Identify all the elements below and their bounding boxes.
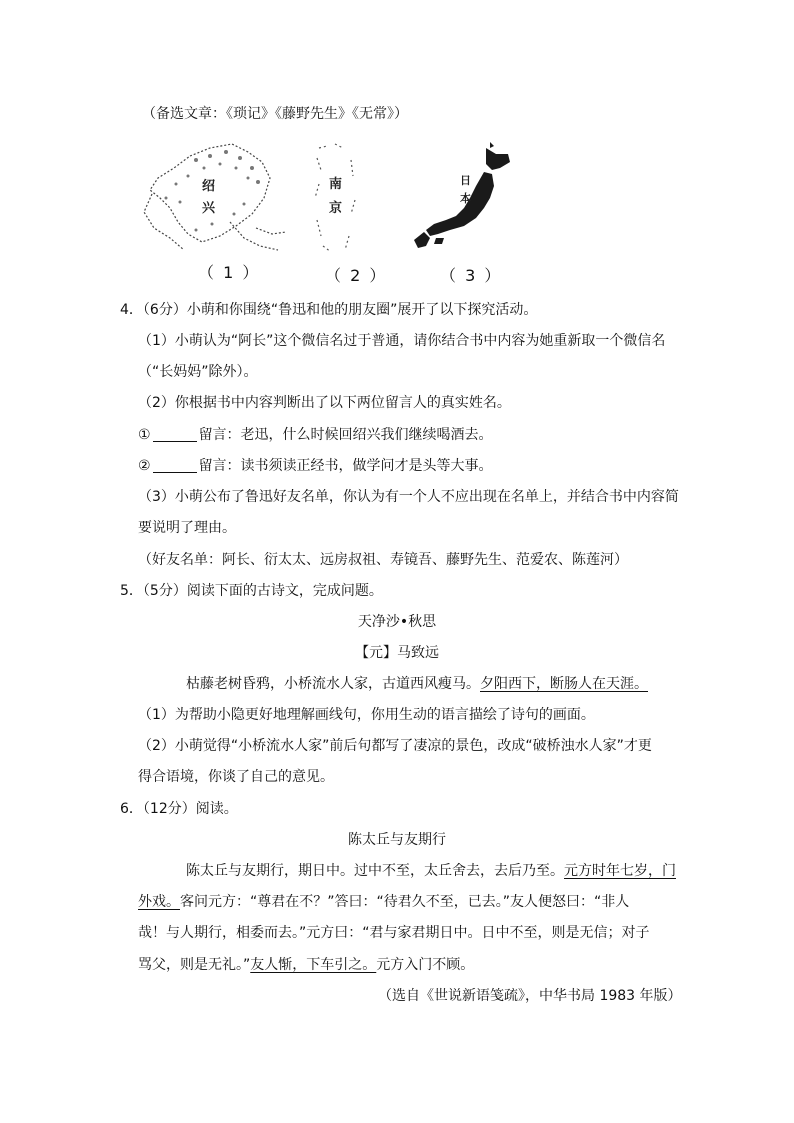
poem-verse-underlined: 夕阳西下，断肠人在天涯。 [480,676,648,692]
q4-message2-number: ② [138,458,151,474]
shaoxing-map-image [140,138,290,256]
q4-message2-text: 留言：读书须读正经书，做学问才是头等大事。 [198,458,493,474]
passage-title: 陈太丘与友期行 [348,832,446,848]
q5-part2-line1: （2）小萌觉得“小桥流水人家”前后句都写了凄凉的景色，改成“破桥浊水人家”才更 [138,738,652,754]
poem-author: 【元】马致远 [355,645,439,661]
passage-line4-plain-b: 元方入门不顾。 [376,957,475,973]
q4-friends-list: （好友名单：阿长、衍太太、远房叔祖、寿镜吾、藤野先生、范爱农、陈莲河） [138,552,628,568]
q4-message1 [138,425,493,445]
nanjing-label-a: 南 [329,177,343,192]
nanjing-map-image [305,140,365,256]
q4-message1-text: 留言：老迅，什么时候回绍兴我们继续喝酒去。 [198,427,493,443]
q4-message1-number: ① [138,427,151,443]
passage-line2-plain: 客问元方：“尊君在不？”答曰：“待君久不至，已去。”友人便怒曰：“非人 [180,894,630,910]
q4-part2: （2）你根据书中内容判断出了以下两位留言人的真实姓名。 [138,395,511,411]
poem-title: 天净沙•秋思 [357,614,437,630]
poem-verse [186,674,648,694]
q4-message2 [138,456,493,476]
q5-stem: 5．（5分）阅读下面的古诗文，完成问题。 [120,583,383,599]
q4-stem: 4．（6分）小萌和你围绕“鲁迅和他的朋友圈”展开了以下探究活动。 [120,302,538,318]
map1-caption: （ 1 ） [198,263,261,282]
map3-caption: （ 3 ） [440,266,503,285]
alt-articles-note: （备选文章：《琐记》《藤野先生》《无常》） [142,106,408,122]
passage-line4-plain-a: 骂父，则是无礼。” [138,957,251,973]
nanjing-label-b: 京 [329,201,343,216]
shaoxing-label-b: 兴 [202,201,216,216]
q6-stem: 6．（12分）阅读。 [120,801,238,817]
passage-line1-underlined: 元方时年七岁，门 [564,863,676,879]
japan-map-image [406,140,516,252]
passage-line4 [138,955,474,975]
passage-line4-underlined: 友人惭，下车引之。 [250,957,377,973]
shaoxing-label-a: 绍 [202,179,216,194]
map2-caption: （ 2 ） [325,266,388,285]
q4-part3-line2: 要说明了理由。 [138,520,236,536]
q4-part3-line1: （3）小萌公布了鲁迅好友名单，你认为有一个人不应出现在名单上，并结合书中内容简 [138,489,679,505]
japan-label-a: 日 [460,174,471,187]
q5-part1: （1）为帮助小隐更好地理解画线句，你用生动的语言描绘了诗句的画面。 [138,707,595,723]
passage-line1 [186,861,676,881]
passage-source: （选自《世说新语笺疏》，中华书局 1983 年版） [378,988,682,1004]
q4-part1-line1: （1）小萌认为“阿长”这个微信名过于普通，请你结合书中内容为她重新取一个微信名 [138,333,666,349]
q4-answer-blank-2[interactable] [153,458,197,473]
japan-label-b: 本 [460,192,471,205]
poem-verse-plain: 枯藤老树昏鸦，小桥流水人家，古道西风瘦马。 [186,676,480,692]
passage-line2-underlined: 外戏。 [138,894,180,910]
passage-line2 [138,892,629,912]
q5-part2-line2: 得合语境，你谈了自己的意见。 [138,769,334,785]
q4-part1-line2: （“长妈妈”除外）。 [138,364,258,380]
passage-line1-plain: 陈太丘与友期行，期日中。过中不至，太丘舍去，去后乃至。 [186,863,564,879]
q4-answer-blank-1[interactable] [153,427,197,442]
passage-line3: 哉！与人期行，相委而去。”元方曰：“君与家君期日中。日中不至，则是无信；对子 [138,925,650,941]
